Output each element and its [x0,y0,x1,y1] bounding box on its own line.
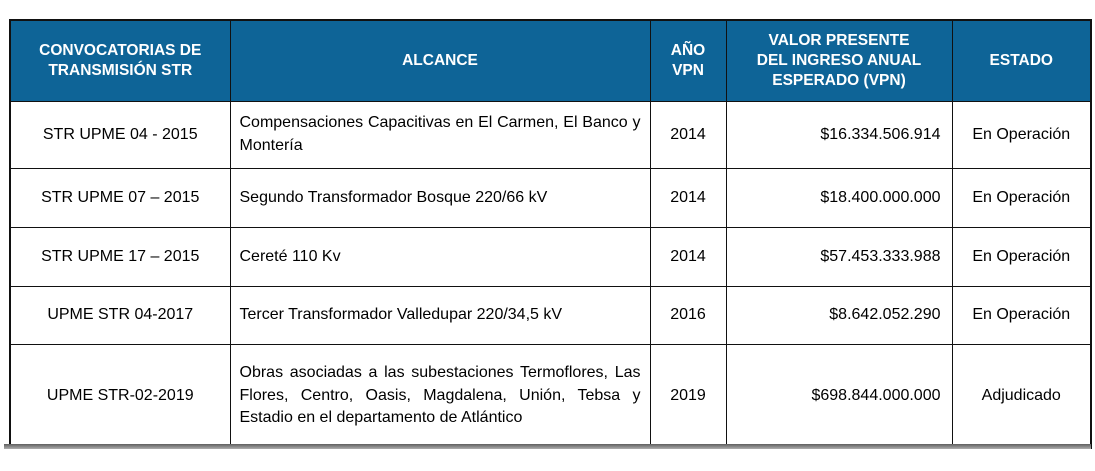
header-cell-alcance [230,20,650,102]
cell-ano-vpn: 2014 [650,102,726,169]
cell-valor: $698.844.000.000 [726,345,952,449]
cell-ano-vpn: 2014 [650,228,726,287]
header-cell-valor-presente [726,20,952,102]
cell-valor: $8.642.052.290 [726,287,952,345]
cell-estado: En Operación [952,102,1091,169]
cell-ano-vpn: 2016 [650,287,726,345]
cell-convocatoria: STR UPME 04 - 2015 [10,102,230,169]
cell-estado: En Operación [952,287,1091,345]
table-body [10,102,1091,449]
header-line: AÑO [670,41,706,59]
header-line: CONVOCATORIAS DE [39,41,202,59]
cell-alcance: Cereté 110 Kv [230,228,650,287]
header-cell-estado [952,20,1091,102]
table-header [10,20,1091,102]
cell-convocatoria: UPME STR 04-2017 [10,287,230,345]
cell-alcance: Segundo Transformador Bosque 220/66 kV [230,169,650,228]
cell-alcance: Tercer Transformador Valledupar 220/34,5 kV [230,287,650,345]
header-line: TRANSMISIÓN STR [48,62,193,79]
header-line: ESTADO [989,51,1053,69]
header-line: ALCANCE [402,51,478,69]
header-line: VALOR PRESENTE [768,31,910,49]
cell-estado: En Operación [952,228,1091,287]
header-row [10,20,1091,102]
header-line: VPN [672,62,704,79]
table-row [10,345,1091,449]
cell-valor: $18.400.000.000 [726,169,952,228]
cell-ano-vpn: 2019 [650,345,726,449]
cell-convocatoria: UPME STR-02-2019 [10,345,230,449]
cell-convocatoria: STR UPME 17 – 2015 [10,228,230,287]
cell-estado: En Operación [952,169,1091,228]
cell-alcance: Obras asociadas a las subestaciones Termoflores, Las Flores, Centro, Oasis, Magdalena, Unión, Tebsa y Estadio en el departamento de Atlántico [230,345,650,449]
header-line: DEL INGRESO ANUAL [756,51,922,69]
header-line: ESPERADO (VPN) [772,72,906,90]
cell-valor: $57.453.333.988 [726,228,952,287]
table-row [10,102,1091,169]
cell-convocatoria: STR UPME 07 – 2015 [10,169,230,228]
table-row [10,228,1091,287]
table-row [10,169,1091,228]
table-bottom-shadow [4,444,1091,449]
header-cell-convocatorias [10,20,230,102]
cell-estado: Adjudicado [952,345,1091,449]
header-cell-ano-vpn [650,20,726,102]
cell-ano-vpn: 2014 [650,169,726,228]
table-row [10,287,1091,345]
cell-valor: $16.334.506.914 [726,102,952,169]
cell-alcance: Compensaciones Capacitivas en El Carmen, El Banco y Montería [230,102,650,169]
convocatorias-str-table [9,19,1092,449]
